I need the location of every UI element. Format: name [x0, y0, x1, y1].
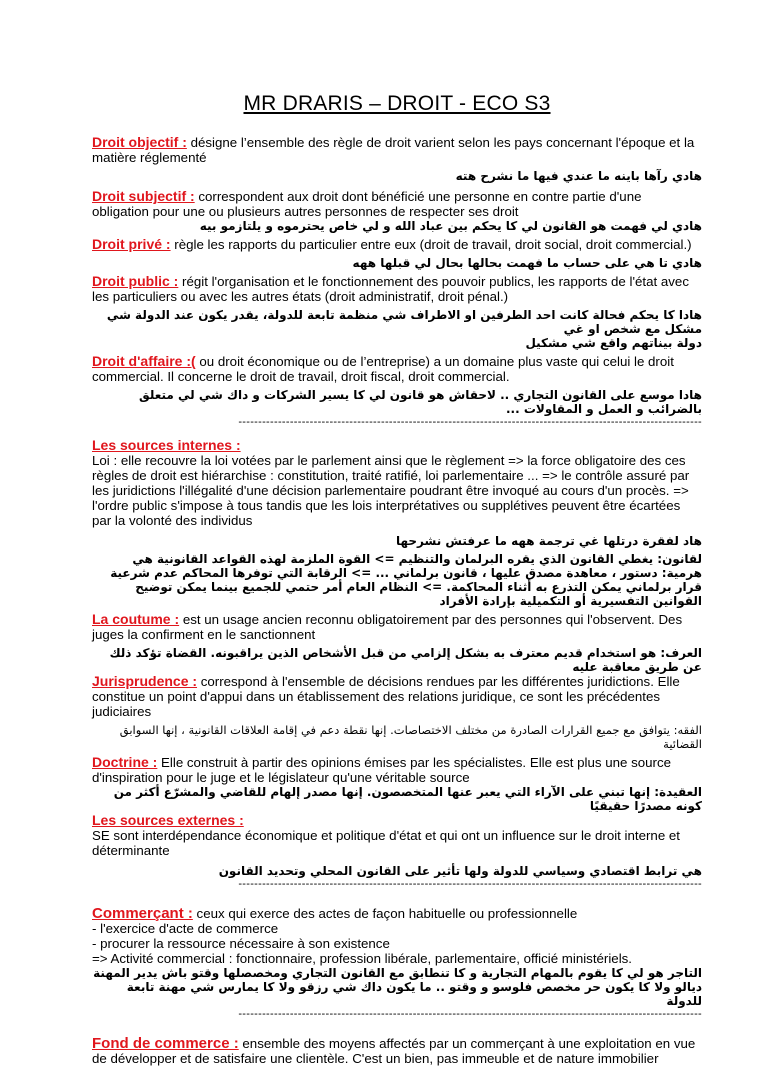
droit-objectif-arabic: هادي رآها باينه ما عندي فيها ما نشرح هته [455, 169, 702, 183]
droit-public-text: régit l'organisation et le fonctionnement des pouvoir publics, les rapports de l'état avec les particuliers ou avec les autres états (droit administratif, droit pénal.) [92, 274, 689, 304]
doctrine-text: Elle construit à partir des opinions émises par les spécialistes. Elle est plus une source d'inspiration pour le juge et le législateur qu'une véritable source [92, 755, 672, 785]
droit-subjectif-text: correspondent aux droit dont bénéficié une personne en contre partie d'une obligation pour une ou plusieurs autres personnes de respecter ses droit [92, 189, 642, 219]
droit-subjectif-paragraph [92, 189, 702, 219]
jurisprudence-term: Jurisprudence : [92, 673, 198, 689]
coutume-text: est un usage ancien reconnu obligatoirement par des personnes qui l'observent. Des juges la confirment en le sanctionnent [92, 612, 683, 642]
droit-public-paragraph [92, 274, 702, 304]
sources-internes-term: Les sources internes : [92, 437, 241, 453]
fond-commerce-paragraph [92, 1036, 702, 1066]
page-title: MR DRARIS – DROIT - ECO S3 [243, 92, 551, 115]
droit-subjectif-term: Droit subjectif : [92, 188, 195, 204]
sources-externes-text: SE sont interdépendance économique et politique d'état et qui ont un influence sur le droit interne et déterminante [92, 828, 680, 858]
jurisprudence-text: correspond à l'ensemble de décisions rendues par les différentes juridictions. Elle constitue un point d'appui dans un établissement des relations juridique, ce sont les précédentes judiciaires [92, 674, 680, 719]
jurisprudence-paragraph [92, 674, 702, 719]
doctrine-arabic: العقيدة: إنها تبني على الآراء التي يعبر عنها المتخصصون. إنها مصدر إلهام للقاضي والمشرّع أكثر من كونه مصدرًا حقيقيًا [113, 785, 702, 813]
jurisprudence-arabic: الفقه: يتوافق مع جميع القرارات الصادرة من مختلف الاختصاصات. إنها نقطة دعم في إقامة العلاقات القانونية ، إنها السوابق القضائية [119, 723, 702, 751]
droit-prive-term: Droit privé : [92, 236, 171, 252]
commercant-arabic: التاجر هو لي كا يقوم بالمهام التجارية و كا تنطابق مع القانون التجاري ومخصصلها وقتو باش يدير المهنة ديالو ولا كا يكون حر مخصص فلوسو و وقتو .. ما يكون داك شي رزقو ولا كا يمارس شي مهنة تابعة للدولة [93, 966, 702, 1008]
sources-internes-arabic-2: لقانون: يغطي القانون الذي يقره البرلمان والتنظيم => القوة الملزمة لهذه القواعد القانونية هي هرمية: دستور ، معاهدة مصدق عليها ، قانون برلماني ... => الرقابة التي توفرها المحاكم عدم شرعية قرار برلماني يمكن التذرع به أثناء المحاكمة. => النظام العام أمر حتمي للجميع بينما يمكن توضيح القوانين التفسيرية أو التكميلية بإرادة الأفراد [110, 552, 702, 608]
commercant-text: ceux qui exerce des actes de façon habituelle ou professionnelle [192, 906, 578, 921]
sources-internes-heading [92, 438, 702, 453]
doctrine-paragraph [92, 755, 702, 785]
droit-subjectif-arabic: هادي لي فهمت هو القانون لي كا يحكم بين عباد الله و لي خاص يحترموه و يلتازمو بيه [199, 219, 702, 233]
sources-externes-heading [92, 813, 702, 828]
fond-commerce-term: Fond de commerce : [92, 1035, 239, 1052]
droit-public-arabic-2: دولة بيناتهم واقع شي مشكيل [525, 336, 702, 350]
droit-public-term: Droit public : [92, 273, 179, 289]
droit-objectif-text: désigne l’ensemble des règle de droit varient selon les pays concernant l'époque et la matière réglementé [92, 135, 695, 165]
droit-prive-paragraph [92, 237, 702, 252]
droit-prive-text: règle les rapports du particulier entre eux (droit de travail, droit social, droit commercial.) [170, 237, 692, 252]
sources-internes-arabic-1: هاد لفقرة درتلها غي ترجمة ههه ما عرفتش نشرحها [395, 534, 702, 548]
droit-public-arabic-1: هادا كا يحكم فحالة كانت احد الطرفين او الاطراف شي منظمة تابعة للدولة، يقدر يكون عند الدولة شي مشكل مع شخص او غي [106, 308, 702, 336]
coutume-paragraph [92, 612, 702, 642]
sources-internes-text: Loi : elle recouvre la loi votées par le parlement ainsi que le règlement => la force obligatoire des ces règles de droit est hiérarchise : constitution, traité ratifié, loi parlementaire ... => le contrôle assuré par les juridictions l'illégalité d'une décision parlementaire poudrant être invoqué au cours d'un procès. => l'ordre public s'impose à tous tandis que les lois interprétatives ou supplétives peuvent être écartées par la volonté des individus [92, 453, 690, 528]
commercant-line-1: - l'exercice d'acte de commerce [92, 921, 279, 936]
commercant-line-2: - procurer la ressource nécessaire à son existence [92, 936, 390, 951]
droit-objectif-term: Droit objectif : [92, 134, 187, 150]
commercant-line-3: => Activité commercial : fonctionnaire, profession libérale, parlementaire, officié ministériels. [92, 951, 632, 966]
droit-affaire-text: ou droit économique ou de l’entreprise) a un domaine plus vaste qui celui le droit commercial. Il concerne le droit de travail, droit fiscal, droit commercial. [92, 354, 674, 384]
coutume-arabic: العرف: هو استخدام قديم معترف به بشكل إلزامي من قبل الأشخاص الذين يراقبونه. القضاة تؤكد ذلك عن طريق معاقبة عليه [109, 646, 702, 674]
droit-prive-arabic: هادي تا هي على حساب ما فهمت بحالها بحال لي قبلها ههه [352, 256, 702, 270]
sources-externes-arabic: هي ترابط اقتصادي وسياسي للدولة ولها تأثير على القانون المحلي وتحديد القانون [218, 864, 702, 878]
commercant-term: Commerçant : [92, 905, 193, 922]
droit-affaire-term: Droit d'affaire :( [92, 353, 196, 369]
separator-line: --------------------------------------------------------------------------------------------------------------------- [238, 1008, 702, 1020]
separator-line: --------------------------------------------------------------------------------------------------------------------- [238, 878, 702, 890]
separator-line: --------------------------------------------------------------------------------------------------------------------- [238, 416, 702, 428]
droit-objectif-paragraph [92, 135, 702, 165]
droit-affaire-paragraph [92, 354, 702, 384]
coutume-term: La coutume : [92, 611, 180, 627]
sources-externes-term: Les sources externes : [92, 812, 244, 828]
commercant-paragraph [92, 906, 702, 921]
droit-affaire-arabic: هادا موسع على القانون التجاري .. لاحقاش هو قانون لي كا يسير الشركات و داك شي لي متعلق بالضرائب و العمل و المقاولات ... [139, 388, 702, 416]
fond-commerce-text: ensemble des moyens affectés par un commerçant à une exploitation en vue de développer et de satisfaire une clientèle. C'est un bien, pas immeuble et de nature immobilier [92, 1036, 696, 1066]
doctrine-term: Doctrine : [92, 754, 158, 770]
